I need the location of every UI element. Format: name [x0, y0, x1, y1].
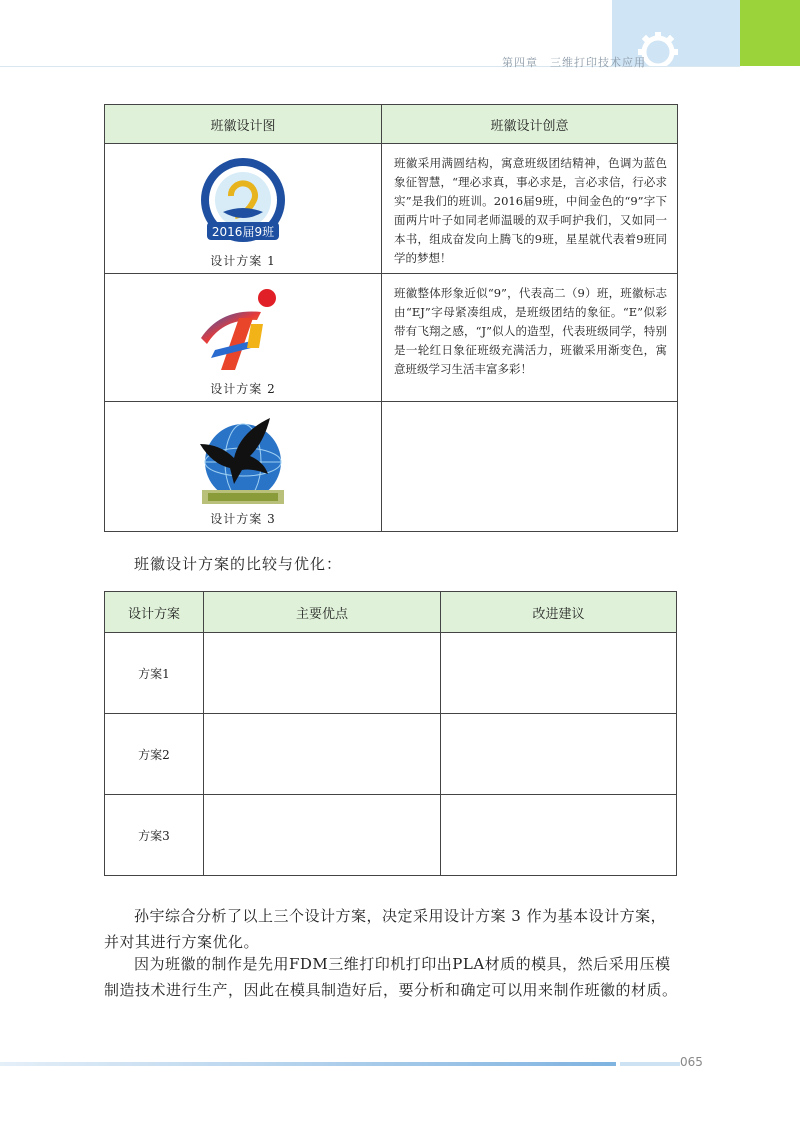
comparison-header-suggestions: 改进建议: [441, 592, 677, 633]
design-table: [104, 104, 678, 532]
design-description-2: 班徽整体形象近似“9”，代表高二（9）班，班徽标志由“EJ”字母紧凑组成，是班级团结的象征。“E”似彩带有飞翔之感，“J”似人的造型，代表班级同学，特别是一轮红日象征班级充满活力，班徽采用渐变色，寓意班级学习生活丰富多彩！: [382, 274, 678, 402]
table-row: [105, 144, 678, 274]
class-badge-3-logo: [188, 414, 298, 510]
body-paragraph-2: 因为班徽的制作是先用FDM三维打印机打印出PLA材质的模具，然后采用压模制造技术进行生产，因此在模具制造好后，要分析和确定可以用来制作班徽的材质。: [104, 955, 678, 999]
table-row: [105, 795, 677, 876]
table-row: [105, 633, 677, 714]
comparison-table: [104, 591, 677, 876]
plan-label: 方案2: [105, 714, 204, 795]
design-description-3: [382, 402, 678, 532]
chapter-heading: [502, 54, 646, 70]
design-table-header-idea: 班徽设计创意: [382, 105, 678, 144]
design-caption-3: 设计方案 3: [210, 512, 276, 526]
table-row: [105, 714, 677, 795]
comparison-header-advantages: 主要优点: [204, 592, 441, 633]
class-badge-2-logo: [193, 288, 293, 380]
header-green-block: [740, 0, 800, 66]
body-paragraph-1: 孙宇综合分析了以上三个设计方案，决定采用设计方案 3 作为基本设计方案，并对其进行方案优化。: [104, 907, 667, 951]
suggestions-cell[interactable]: [441, 714, 677, 795]
table-row: [105, 274, 678, 402]
design-image-cell: [105, 144, 382, 274]
design-caption-1: 设计方案 1: [210, 254, 276, 268]
table-row: [105, 402, 678, 532]
footer-rule: [0, 1062, 616, 1066]
design-image-cell: [105, 402, 382, 532]
footer-rule-short: [620, 1062, 680, 1066]
chapter-title: 三维打印技术应用: [550, 56, 646, 69]
plan-label: 方案1: [105, 633, 204, 714]
suggestions-cell[interactable]: [441, 633, 677, 714]
badge-1-year-text: 2016届9班: [211, 225, 275, 239]
design-table-header-image: 班徽设计图: [105, 105, 382, 144]
design-description-1: 班徽采用满圆结构，寓意班级团结精神，色调为蓝色象征智慧，“理必求真，事必求是，言必求信，行必求实”是我们的班训。2016届9班，中间金色的“9”字下面两片叶子如同老师温暖的双手呵护我们，又如同一本书，组成奋发向上腾飞的9班，星星就代表着9班同学的梦想！: [382, 144, 678, 274]
advantages-cell[interactable]: [204, 633, 441, 714]
advantages-cell[interactable]: [204, 795, 441, 876]
design-image-cell: [105, 274, 382, 402]
plan-label: 方案3: [105, 795, 204, 876]
design-caption-2: 设计方案 2: [210, 382, 276, 396]
class-badge-1-logo: [193, 156, 293, 252]
comparison-heading: 班徽设计方案的比较与优化：: [134, 555, 343, 573]
suggestions-cell[interactable]: [441, 795, 677, 876]
advantages-cell[interactable]: [204, 714, 441, 795]
page-number: 065: [680, 1055, 703, 1069]
chapter-number: 第四章: [502, 56, 538, 69]
comparison-header-plan: 设计方案: [105, 592, 204, 633]
